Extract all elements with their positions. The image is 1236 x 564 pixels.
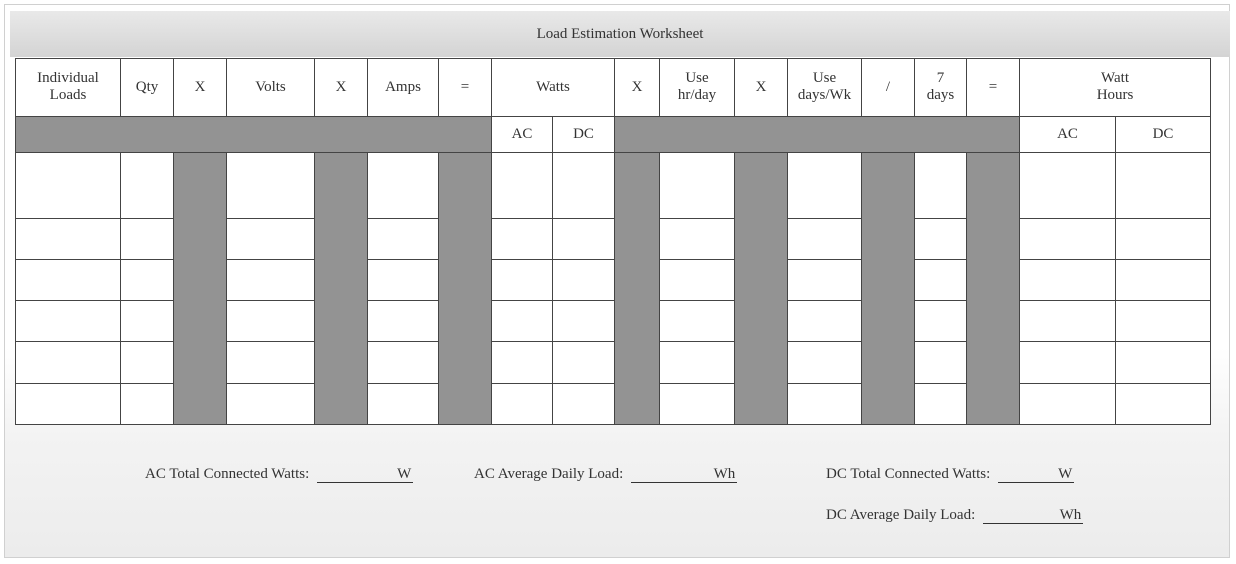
cell-volts[interactable] [227,218,315,259]
subheader-row [16,116,1211,152]
dc-total-connected-watts [826,466,1074,483]
cell-amps[interactable] [368,218,439,259]
load-table [15,58,1211,425]
cell-qty[interactable] [121,342,174,383]
cell-wh-dc[interactable] [1116,383,1211,424]
cell-use-days-wk[interactable] [788,383,862,424]
cell-amps[interactable] [368,152,439,218]
dc-average-daily-load-field[interactable]: Wh [983,507,1083,524]
cell-use-days-wk[interactable] [788,218,862,259]
cell-watts-dc[interactable] [553,301,615,342]
shaded-band-middle [615,116,1020,152]
header-equals-1: = [439,59,492,117]
header-multiply-3: X [615,59,660,117]
cell-watts-dc[interactable] [553,383,615,424]
header-equals-2: = [967,59,1020,117]
cell-qty[interactable] [121,218,174,259]
cell-watts-dc[interactable] [553,152,615,218]
cell-amps[interactable] [368,260,439,301]
cell-seven-days[interactable] [915,383,967,424]
cell-volts[interactable] [227,342,315,383]
ac-total-connected-watts [145,466,413,483]
cell-qty[interactable] [121,383,174,424]
dc-average-daily-load-label: DC Average Daily Load: [826,507,976,523]
cell-use-hr-day[interactable] [660,260,735,301]
cell-amps[interactable] [368,342,439,383]
cell-wh-dc[interactable] [1116,342,1211,383]
cell-use-days-wk[interactable] [788,342,862,383]
cell-use-hr-day[interactable] [660,152,735,218]
cell-watts-ac[interactable] [492,260,553,301]
header-volts: Volts [227,59,315,117]
cell-wh-dc[interactable] [1116,301,1211,342]
cell-watts-dc[interactable] [553,260,615,301]
cell-load-name[interactable] [16,301,121,342]
cell-watts-ac[interactable] [492,383,553,424]
cell-watts-dc[interactable] [553,218,615,259]
cell-wh-ac[interactable] [1020,152,1116,218]
cell-qty[interactable] [121,260,174,301]
cell-wh-dc[interactable] [1116,218,1211,259]
cell-load-name[interactable] [16,152,121,218]
subheader-wh-dc: DC [1116,116,1211,152]
header-row [16,59,1211,117]
cell-wh-ac[interactable] [1020,301,1116,342]
cell-qty[interactable] [121,301,174,342]
operator-column-shade [967,152,1020,424]
cell-seven-days[interactable] [915,218,967,259]
cell-watts-ac[interactable] [492,218,553,259]
cell-amps[interactable] [368,383,439,424]
cell-qty[interactable] [121,152,174,218]
cell-use-days-wk[interactable] [788,301,862,342]
cell-use-hr-day[interactable] [660,383,735,424]
header-watts: Watts [492,59,615,117]
subheader-wh-ac: AC [1020,116,1116,152]
cell-load-name[interactable] [16,260,121,301]
shaded-band-left [16,116,492,152]
subheader-watts-ac: AC [492,116,553,152]
cell-wh-ac[interactable] [1020,218,1116,259]
cell-wh-ac[interactable] [1020,383,1116,424]
dc-total-connected-watts-field[interactable]: W [998,466,1074,483]
cell-load-name[interactable] [16,342,121,383]
cell-load-name[interactable] [16,383,121,424]
header-seven-days: 7 days [915,59,967,117]
operator-column-shade [862,152,915,424]
header-use-days-wk: Use days/Wk [788,59,862,117]
header-multiply-2: X [315,59,368,117]
ac-average-daily-load [474,466,737,483]
operator-column-shade [615,152,660,424]
table-row [16,152,1211,218]
cell-use-hr-day[interactable] [660,301,735,342]
cell-wh-dc[interactable] [1116,152,1211,218]
cell-use-hr-day[interactable] [660,218,735,259]
cell-watts-ac[interactable] [492,342,553,383]
cell-watts-ac[interactable] [492,301,553,342]
page-title: Load Estimation Worksheet [10,11,1230,57]
cell-seven-days[interactable] [915,301,967,342]
header-divide: / [862,59,915,117]
cell-amps[interactable] [368,301,439,342]
header-qty: Qty [121,59,174,117]
cell-volts[interactable] [227,383,315,424]
ac-total-connected-watts-field[interactable]: W [317,466,413,483]
header-multiply-1: X [174,59,227,117]
cell-seven-days[interactable] [915,152,967,218]
cell-use-hr-day[interactable] [660,342,735,383]
cell-volts[interactable] [227,152,315,218]
cell-seven-days[interactable] [915,260,967,301]
cell-wh-ac[interactable] [1020,342,1116,383]
header-amps: Amps [368,59,439,117]
dc-average-daily-load [826,507,1083,524]
cell-seven-days[interactable] [915,342,967,383]
operator-column-shade [735,152,788,424]
header-multiply-4: X [735,59,788,117]
dc-total-connected-watts-label: DC Total Connected Watts: [826,466,991,482]
cell-watts-dc[interactable] [553,342,615,383]
cell-watts-ac[interactable] [492,152,553,218]
cell-volts[interactable] [227,301,315,342]
header-use-hr-day: Use hr/day [660,59,735,117]
header-individual-loads: Individual Loads [16,59,121,117]
cell-use-days-wk[interactable] [788,260,862,301]
cell-load-name[interactable] [16,218,121,259]
cell-use-days-wk[interactable] [788,152,862,218]
ac-average-daily-load-field[interactable]: Wh [631,466,737,483]
ac-average-daily-load-label: AC Average Daily Load: [474,466,624,482]
header-watt-hours: Watt Hours [1020,59,1211,117]
operator-column-shade [439,152,492,424]
operator-column-shade [174,152,227,424]
cell-volts[interactable] [227,260,315,301]
operator-column-shade [315,152,368,424]
cell-wh-dc[interactable] [1116,260,1211,301]
subheader-watts-dc: DC [553,116,615,152]
cell-wh-ac[interactable] [1020,260,1116,301]
ac-total-connected-watts-label: AC Total Connected Watts: [145,466,310,482]
